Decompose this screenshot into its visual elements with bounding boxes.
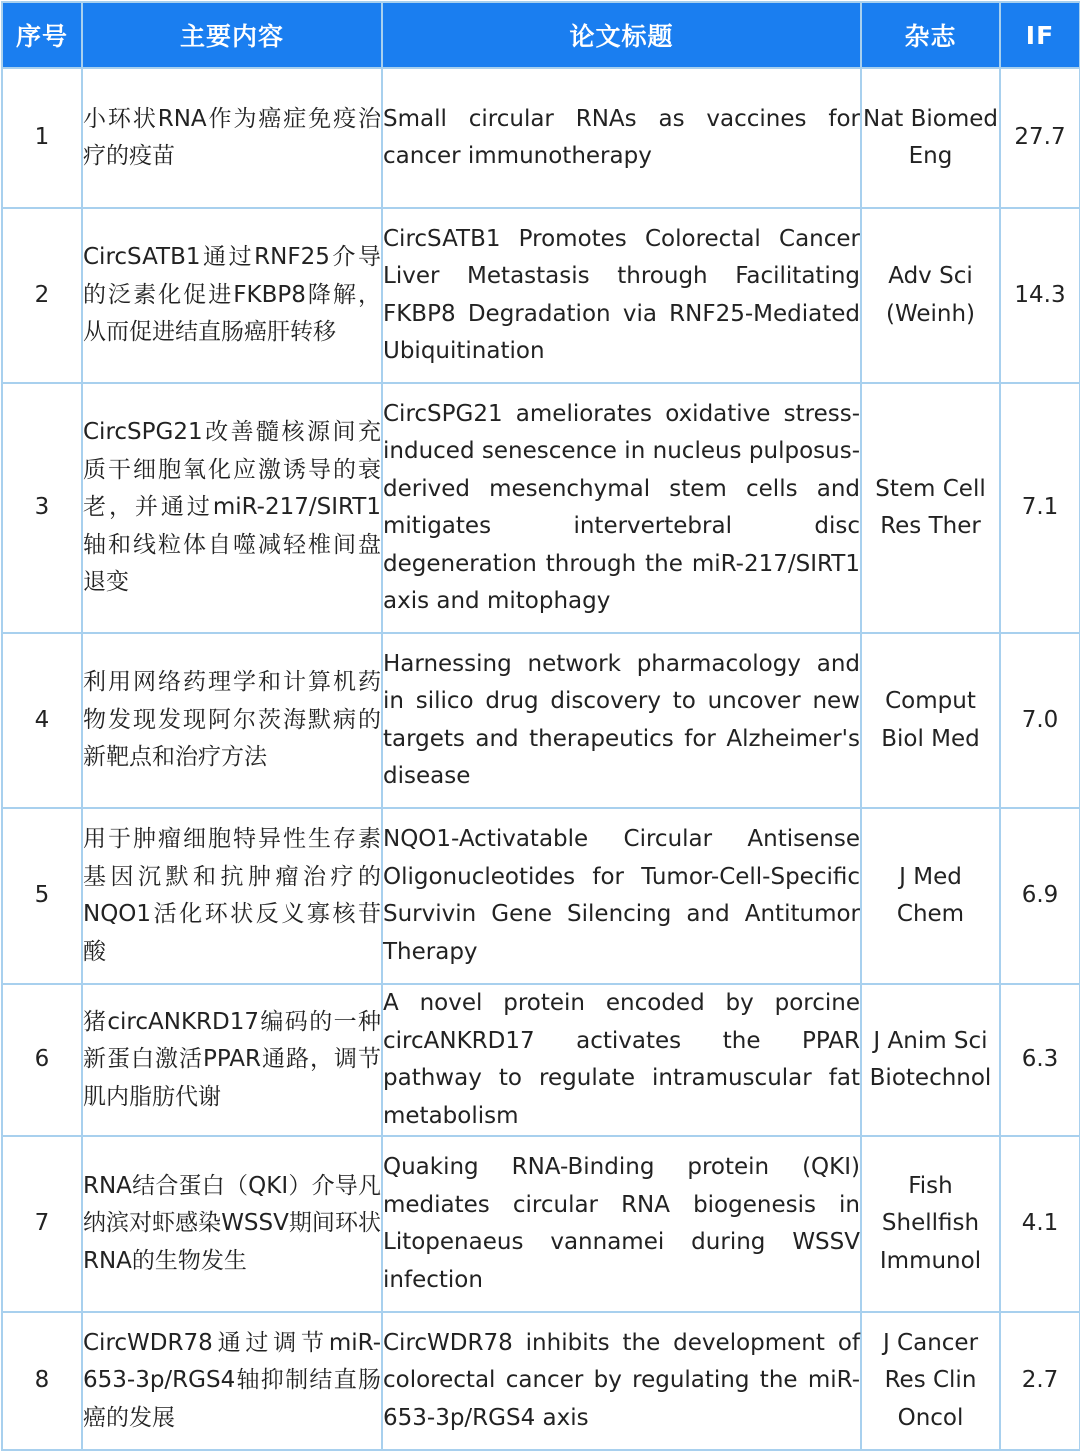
main-content-cell: CircSPG21改善髓核源间充质干细胞氧化应激诱导的衰老，并通过miR-217/SIRT1轴和线粒体自噬减轻椎间盘退变 (82, 383, 382, 633)
impact-factor-cell: 4.1 (1000, 1136, 1080, 1312)
table-row (2, 1136, 1080, 1312)
table-row (2, 808, 1080, 984)
journal-cell: Adv Sci (Weinh) (861, 208, 1000, 383)
header-title: 论文标题 (382, 2, 861, 68)
header-no: 序号 (2, 2, 82, 68)
header-content: 主要内容 (82, 2, 382, 68)
header-if: IF (1000, 2, 1080, 68)
impact-factor-cell: 14.3 (1000, 208, 1080, 383)
papers-table (1, 1, 1080, 1451)
impact-factor-cell: 7.1 (1000, 383, 1080, 633)
row-number: 6 (2, 984, 82, 1136)
table-row (2, 633, 1080, 808)
table-row (2, 68, 1080, 208)
impact-factor-cell: 6.9 (1000, 808, 1080, 984)
impact-factor-cell: 27.7 (1000, 68, 1080, 208)
paper-title-cell: NQO1-Activatable Circular Antisense Oligonucleotides for Tumor-Cell-Specific Survivin Gene Silencing and Antitumor Therapy (382, 808, 861, 984)
main-content-cell: 小环状RNA作为癌症免疫治疗的疫苗 (82, 68, 382, 208)
journal-cell: Fish Shellfish Immunol (861, 1136, 1000, 1312)
table-row (2, 1312, 1080, 1450)
main-content-cell: 用于肿瘤细胞特异性生存素基因沉默和抗肿瘤治疗的NQO1活化环状反义寡核苷酸 (82, 808, 382, 984)
journal-cell: J Cancer Res Clin Oncol (861, 1312, 1000, 1450)
row-number: 5 (2, 808, 82, 984)
paper-title-cell: Small circular RNAs as vaccines for cancer immunotherapy (382, 68, 861, 208)
paper-title-cell: A novel protein encoded by porcine circANKRD17 activates the PPAR pathway to regulate intramuscular fat metabolism (382, 984, 861, 1136)
main-content-cell: RNA结合蛋白（QKI）介导凡纳滨对虾感染WSSV期间环状RNA的生物发生 (82, 1136, 382, 1312)
table-row (2, 383, 1080, 633)
main-content-cell: CircSATB1通过RNF25介导的泛素化促进FKBP8降解，从而促进结直肠癌肝转移 (82, 208, 382, 383)
paper-title-cell: Quaking RNA-Binding protein (QKI) mediates circular RNA biogenesis in Litopenaeus vannamei during WSSV infection (382, 1136, 861, 1312)
journal-cell: Nat Biomed Eng (861, 68, 1000, 208)
impact-factor-cell: 7.0 (1000, 633, 1080, 808)
paper-title-cell: Harnessing network pharmacology and in silico drug discovery to uncover new targets and therapeutics for Alzheimer's disease (382, 633, 861, 808)
header-journal: 杂志 (861, 2, 1000, 68)
main-content-cell: CircWDR78通过调节miR-653-3p/RGS4轴抑制结直肠癌的发展 (82, 1312, 382, 1450)
paper-title-cell: CircSATB1 Promotes Colorectal Cancer Liver Metastasis through Facilitating FKBP8 Degradation via RNF25-Mediated Ubiquitination (382, 208, 861, 383)
journal-cell: Comput Biol Med (861, 633, 1000, 808)
impact-factor-cell: 2.7 (1000, 1312, 1080, 1450)
main-content-cell: 猪circANKRD17编码的一种新蛋白激活PPAR通路，调节肌内脂肪代谢 (82, 984, 382, 1136)
row-number: 7 (2, 1136, 82, 1312)
row-number: 2 (2, 208, 82, 383)
row-number: 8 (2, 1312, 82, 1450)
header-row (2, 2, 1080, 68)
journal-cell: J Med Chem (861, 808, 1000, 984)
journal-cell: J Anim Sci Biotechnol (861, 984, 1000, 1136)
journal-cell: Stem Cell Res Ther (861, 383, 1000, 633)
table-row (2, 984, 1080, 1136)
table-row (2, 208, 1080, 383)
paper-title-cell: CircWDR78 inhibits the development of colorectal cancer by regulating the miR-653-3p/RGS4 axis (382, 1312, 861, 1450)
paper-title-cell: CircSPG21 ameliorates oxidative stress-induced senescence in nucleus pulposus-derived mesenchymal stem cells and mitigates intervertebral disc degeneration through the miR-217/SIRT1 axis and mitophagy (382, 383, 861, 633)
row-number: 4 (2, 633, 82, 808)
main-content-cell: 利用网络药理学和计算机药物发现发现阿尔茨海默病的新靶点和治疗方法 (82, 633, 382, 808)
row-number: 1 (2, 68, 82, 208)
impact-factor-cell: 6.3 (1000, 984, 1080, 1136)
row-number: 3 (2, 383, 82, 633)
